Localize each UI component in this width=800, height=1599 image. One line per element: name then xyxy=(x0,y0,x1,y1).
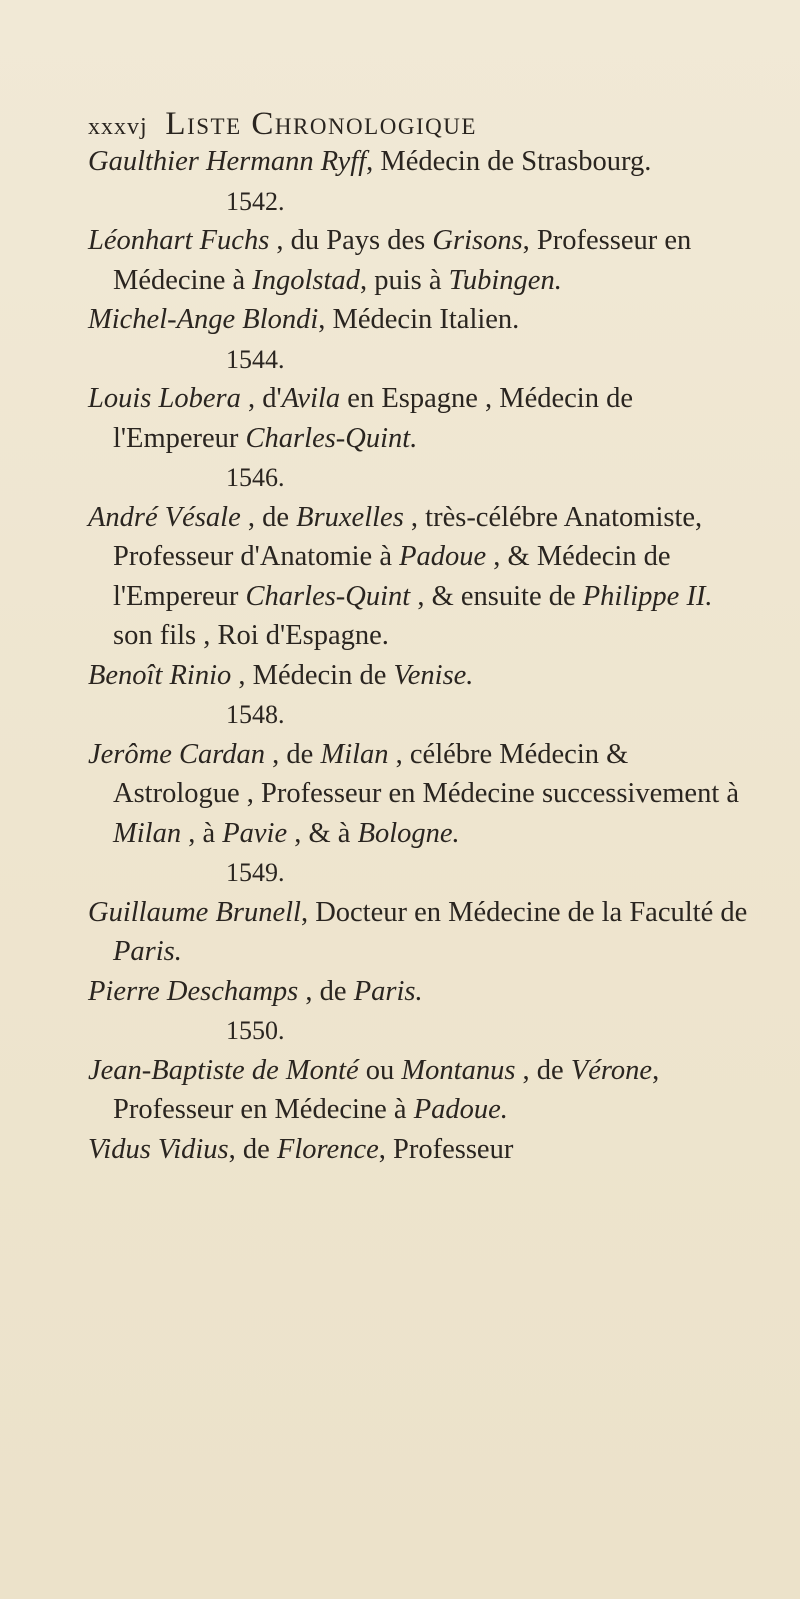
italic-name: André Vésale xyxy=(88,501,241,533)
entry-text: , très-célébre Anatomiste, Professeur d'Anatomie à xyxy=(113,501,703,572)
year-heading: 1548. xyxy=(226,700,285,729)
physician-entry xyxy=(88,735,748,854)
italic-name: Louis Lobera xyxy=(88,383,241,414)
physician-entry xyxy=(88,221,748,300)
italic-name: Milan xyxy=(320,738,389,770)
entry-text: , Médecin Italien. xyxy=(318,304,520,335)
italic-name: Bruxelles xyxy=(296,501,404,533)
italic-name: Padoue xyxy=(399,541,487,572)
entry-text: , de xyxy=(228,1133,277,1165)
italic-name: Milan xyxy=(113,817,182,849)
italic-name: Léonhart Fuchs xyxy=(88,225,270,256)
year-heading: 1550. xyxy=(226,1016,285,1045)
entry-text: , Professeur en Médecine à xyxy=(113,225,692,296)
italic-name: Padoue. xyxy=(413,1094,508,1125)
entry-text: ou xyxy=(358,1054,402,1086)
entry-text: , puis à xyxy=(359,264,449,296)
physician-entry xyxy=(88,300,748,340)
italic-name: Avila xyxy=(281,383,341,414)
italic-name: Pavie xyxy=(222,817,288,849)
italic-name: Bologne. xyxy=(357,817,460,849)
physician-entry xyxy=(88,1051,748,1130)
italic-name: Charles-Quint xyxy=(245,580,411,612)
physician-entry xyxy=(88,1130,748,1170)
entry-text: en Espagne , Médecin de l'Empereur xyxy=(113,383,633,454)
entry-text: , Médecin de Strasbourg. xyxy=(366,146,652,177)
entry-text: , de xyxy=(515,1054,571,1086)
running-header xyxy=(88,108,728,143)
italic-name: Charles-Quint. xyxy=(245,422,418,454)
italic-name: Jean-Baptiste de Monté xyxy=(88,1054,359,1086)
italic-name: Philippe II. xyxy=(582,580,713,612)
entry-text: , célébre Médecin & Astrologue , Professeur en Médecine successivement à xyxy=(113,738,740,809)
physician-entry xyxy=(88,893,748,972)
physician-entry xyxy=(88,656,748,696)
physician-entry xyxy=(88,142,748,182)
italic-name: Florence xyxy=(276,1133,379,1165)
entry-text: , de xyxy=(265,738,321,770)
italic-name: Jerôme Cardan xyxy=(88,738,266,770)
entry-text: , à xyxy=(181,817,223,849)
entry-text: , de xyxy=(298,975,354,1007)
physician-entry xyxy=(88,972,748,1012)
entry-text: , Docteur en Médecine de la Faculté de xyxy=(300,896,748,928)
entry-text: , & à xyxy=(287,817,358,849)
italic-name: Venise. xyxy=(393,659,474,691)
entry-text: , de xyxy=(240,501,297,533)
entry-text: , & ensuite de xyxy=(410,580,583,612)
physician-entry xyxy=(88,379,748,458)
italic-name: Paris. xyxy=(353,975,423,1007)
italic-name: Grisons xyxy=(432,225,523,256)
italic-name: Vidus Vidius xyxy=(88,1133,229,1165)
entry-text: , du Pays des xyxy=(269,225,433,256)
chronological-list xyxy=(88,142,748,1169)
italic-name: Montanus xyxy=(401,1054,516,1086)
entry-text: son fils , Roi d'Espagne. xyxy=(113,620,389,651)
italic-name: Pierre Deschamps xyxy=(88,975,299,1007)
entry-text: , Médecin de xyxy=(231,659,394,691)
physician-entry xyxy=(88,498,748,656)
entry-text: , Professeur xyxy=(378,1133,514,1165)
running-title: Liste Chronologique xyxy=(165,106,477,142)
entry-text: , Professeur en Médecine à xyxy=(113,1054,660,1125)
italic-name: Tubingen. xyxy=(448,264,562,296)
italic-name: Paris. xyxy=(113,936,182,967)
italic-name: Ingolstad xyxy=(252,264,360,296)
year-heading: 1542. xyxy=(226,186,285,216)
italic-name: Guillaume Brunell xyxy=(88,896,301,928)
year-heading: 1544. xyxy=(226,344,285,374)
italic-name: Benoît Rinio xyxy=(88,659,232,691)
year-heading: 1549. xyxy=(226,858,285,887)
year-heading: 1546. xyxy=(226,463,285,492)
entry-text: , d' xyxy=(240,383,282,414)
page-number: xxxvj xyxy=(88,114,148,140)
italic-name: Michel-Ange Blondi xyxy=(88,304,319,335)
entry-text: , & Médecin de l'Empereur xyxy=(113,541,671,612)
italic-name: Gaulthier Hermann Ryff xyxy=(88,146,367,177)
italic-name: Vérone xyxy=(570,1054,653,1086)
